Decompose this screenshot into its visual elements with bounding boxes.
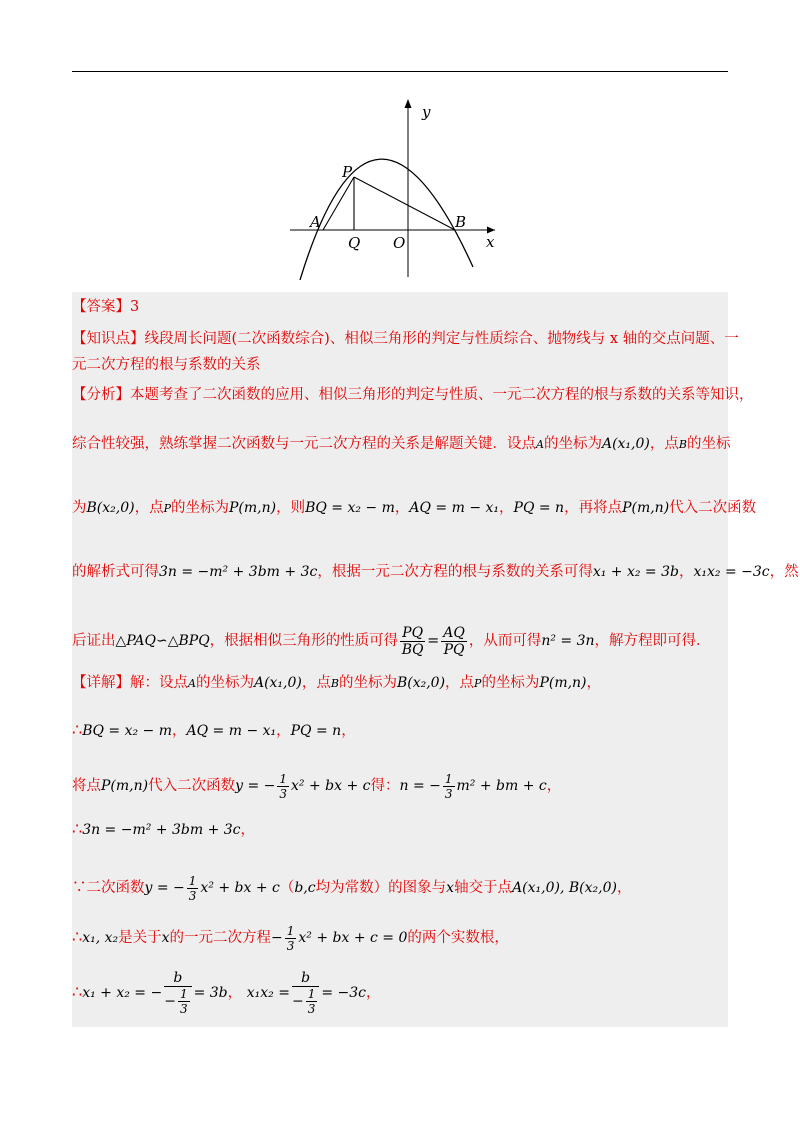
top-rule <box>72 71 728 72</box>
math-y-eq-pre: y = − <box>144 880 185 896</box>
math-prod-post: = −3c <box>321 985 366 1001</box>
analysis-text-3c: 的坐标为 <box>170 500 229 516</box>
math-a-coord: A(x₁,0) <box>253 675 302 691</box>
parabola-figure <box>290 95 505 280</box>
fraction-num: 1 <box>444 771 453 786</box>
comma: ， <box>499 500 514 516</box>
math-sum-pre: x₁ + x₂ = − <box>82 985 163 1001</box>
math-sum-post: = 3b <box>193 985 228 1001</box>
math-y-eq-pre: y = − <box>235 778 276 794</box>
math-point-b: B <box>678 438 687 451</box>
math-n-eq-post: m² + bm + c <box>456 778 547 794</box>
math-prod: x₁x₂ = −3c <box>693 564 770 580</box>
analysis-text-5a: 后证出 <box>72 633 116 649</box>
fraction-one-third <box>277 772 289 801</box>
fraction-b-over-neg-third <box>292 970 319 1016</box>
analysis-tag: 【分析】 <box>72 387 130 403</box>
detail-text-3b: 代入二次函数 <box>148 778 236 794</box>
math-sum: x₁ + x₂ = 3b <box>592 564 679 580</box>
math-n-squared: n² = 3n <box>541 633 595 649</box>
fraction-den: 3 <box>279 786 288 801</box>
label-o: O <box>393 234 406 252</box>
math-aq: AQ = m − x₁ <box>186 723 277 739</box>
analysis-text-4b: ，根据一元二次方程的根与系数的关系可得 <box>317 564 593 580</box>
detail-tag: 【详解】 <box>72 675 130 691</box>
label-y: y <box>422 103 431 121</box>
fraction-den: 3 <box>444 786 453 801</box>
math-a-coord: A(x₁,0) <box>601 436 650 452</box>
fraction-den: 3 <box>188 888 197 903</box>
detail-text-6d: 的两个实数根， <box>407 930 509 946</box>
therefore-symbol: ∴ <box>72 720 83 739</box>
analysis-text-2b: 的坐标为 <box>543 436 602 452</box>
fraction-one-third <box>285 924 297 953</box>
analysis-text-3e: ，再将点 <box>564 500 623 516</box>
fraction-aq-pq <box>441 625 467 658</box>
analysis-text-5c: ，从而可得 <box>468 633 542 649</box>
fraction-num: PQ <box>402 624 424 641</box>
math-point-p: P <box>163 502 171 515</box>
segment-pb <box>354 177 455 230</box>
detail-text-1f: 的坐标为 <box>481 675 540 691</box>
fraction-den: 3 <box>286 938 295 953</box>
math-bq: BQ = x₂ − m <box>305 500 395 516</box>
math-n-eq-pre: n = − <box>399 778 441 794</box>
detail-text-3a: 将点 <box>72 778 101 794</box>
math-b-coord: B(x₂,0) <box>396 675 446 691</box>
math-aq: AQ = m − x₁ <box>409 500 500 516</box>
math-p-coord: P(m,n) <box>101 778 149 794</box>
knowledge-line-2 <box>72 355 261 375</box>
math-eq0-post: x² + bx + c = 0 <box>298 930 408 946</box>
knowledge-tag: 【知识点】 <box>72 331 145 347</box>
solution-block <box>72 292 799 1027</box>
fraction-num: b <box>164 970 191 987</box>
fraction-num: 1 <box>307 987 316 1001</box>
analysis-line-2 <box>72 434 730 455</box>
label-x: x <box>486 233 495 251</box>
fraction-den <box>164 987 191 1016</box>
analysis-text-2d: 的坐标 <box>686 436 731 452</box>
minus-sign: − <box>291 993 304 1010</box>
math-bq: BQ = x₂ − m <box>82 723 172 739</box>
comma: ， <box>276 723 291 739</box>
comma: ， <box>366 985 381 1001</box>
therefore-symbol: ∴ <box>72 819 83 838</box>
label-a: A <box>310 213 321 231</box>
fraction-one-third <box>187 874 199 903</box>
detail-line-4 <box>72 819 255 840</box>
fraction-den: 3 <box>179 1002 188 1016</box>
fraction-one-third <box>178 987 190 1016</box>
analysis-text-4c: ，然 <box>769 564 799 580</box>
math-prod-pre: x₁x₂ = <box>246 985 290 1001</box>
detail-line-1 <box>72 673 601 694</box>
minus-sign: − <box>164 993 176 1010</box>
analysis-text-4a: 的解析式可得 <box>72 564 159 580</box>
analysis-text-3b: ，点 <box>134 500 164 516</box>
detail-line-5 <box>72 870 631 906</box>
detail-line-7 <box>72 964 381 1021</box>
math-eq-3n: 3n = −m² + 3bm + 3c <box>159 564 318 580</box>
knowledge-line-1 <box>72 329 739 349</box>
math-similar: △PAQ∽△BPQ <box>115 633 210 649</box>
analysis-line-4 <box>72 562 799 582</box>
comma: ， <box>546 778 562 794</box>
fraction-pq-bq <box>400 625 425 658</box>
fraction-num: 1 <box>279 771 288 786</box>
math-eq-3n: 3n = −m² + 3bm + 3c <box>82 822 241 838</box>
fraction-den: PQ <box>443 641 465 658</box>
therefore-symbol: ∴ <box>72 927 83 946</box>
analysis-text-2a: 综合性较强，熟练掌握二次函数与一元二次方程的关系是解题关键．设点 <box>72 436 536 452</box>
answer-line <box>72 297 139 317</box>
y-axis-arrow <box>405 99 412 108</box>
fraction-num: 1 <box>179 987 188 1001</box>
analysis-text-5b: ，根据相似三角形的性质可得 <box>209 633 399 649</box>
math-x: x <box>161 930 170 946</box>
detail-line-2 <box>72 720 356 741</box>
knowledge-text-1: 线段周长问题(二次函数综合)、相似三角形的判定与性质综合、抛物线与 x 轴的交点问题、一 <box>144 331 739 347</box>
comma: ， <box>678 564 694 580</box>
math-p-coord: P(m,n) <box>622 500 670 516</box>
math-b-coord: B(x₂,0) <box>86 500 135 516</box>
detail-text-1a: 解：设点 <box>130 675 188 691</box>
label-q: Q <box>348 234 361 252</box>
detail-text-1b: 的坐标为 <box>195 675 254 691</box>
math-y-eq-post: x² + bx + c <box>200 880 280 896</box>
parabola-svg <box>290 95 505 280</box>
analysis-text-3a: 为 <box>72 500 87 516</box>
fraction-num: 1 <box>188 873 197 888</box>
fraction-den: BQ <box>401 641 424 658</box>
math-point-a: A <box>536 438 544 451</box>
detail-text-1c: ，点 <box>301 675 331 691</box>
math-pq: PQ = n <box>513 500 565 516</box>
detail-text-6b: 是关于 <box>118 930 162 946</box>
comma: ， <box>227 985 243 1001</box>
detail-text-5c: 均为常数）的图象与 <box>315 880 447 896</box>
segment-pa <box>323 177 354 230</box>
math-y-eq-post: x² + bx + c <box>291 778 371 794</box>
analysis-text-3f: 代入二次函数 <box>669 500 757 516</box>
fraction-den <box>292 987 319 1016</box>
analysis-text-3d: ，则 <box>276 500 306 516</box>
math-p-coord: P(m,n) <box>228 500 277 516</box>
analysis-text-5d: ，解方程即可得． <box>594 633 711 649</box>
math-pq: PQ = n <box>290 723 342 739</box>
detail-text-6c: 的一元二次方程 <box>169 930 272 946</box>
detail-text-5b: （ <box>279 880 295 896</box>
fraction-one-third <box>306 987 318 1016</box>
math-ab-points: A(x₁,0), B(x₂,0) <box>512 880 617 896</box>
detail-text-5d: 轴交于点 <box>454 880 513 896</box>
math-bc: b,c <box>294 880 316 896</box>
detail-text-3c: 得： <box>370 778 400 794</box>
detail-text-1d: 的坐标为 <box>338 675 397 691</box>
label-p: P <box>342 163 353 181</box>
comma: ， <box>341 723 356 739</box>
detail-text-1e: ，点 <box>445 675 475 691</box>
math-p-coord: P(m,n) <box>539 675 587 691</box>
math-eq0-pre: − <box>271 930 283 946</box>
comma: ， <box>394 500 410 516</box>
math-point-b: B <box>330 677 339 690</box>
parabola-curve <box>300 159 473 280</box>
fraction-den: 3 <box>307 1002 316 1016</box>
analysis-line-5: 后证出△PAQ∽△BPQ，根据相似三角形的性质可得 $\frac{PQ}{BQ}$ = $\frac{AQ}{PQ}$ ，从而可得n² = 3n，解方程即可得． <box>72 624 711 658</box>
detail-line-6 <box>72 919 509 956</box>
detail-text-5a: ∵二次函数 <box>72 880 145 896</box>
therefore-symbol: ∴ <box>72 982 83 1001</box>
math-x1-x2: x₁, x₂ <box>82 930 119 946</box>
analysis-line-1 <box>72 385 754 405</box>
fraction-one-third <box>443 772 455 801</box>
analysis-line-3 <box>72 498 756 519</box>
answer-value: 3 <box>130 299 140 315</box>
fraction-num: AQ <box>443 624 465 641</box>
comma: ， <box>616 880 632 896</box>
label-b: B <box>455 213 467 231</box>
comma: ， <box>172 723 187 739</box>
comma: ， <box>240 822 256 838</box>
comma: ， <box>586 675 602 691</box>
analysis-text-1: 本题考查了二次函数的应用、相似三角形的判定与性质、一元二次方程的根与系数的关系等知识， <box>130 387 754 403</box>
answer-tag: 【答案】 <box>72 299 130 315</box>
math-point-p: P <box>474 677 482 690</box>
fraction-num: b <box>292 970 319 987</box>
math-point-a: A <box>188 677 196 690</box>
math-x: x <box>446 880 455 896</box>
detail-line-3 <box>72 768 561 804</box>
fraction-b-over-neg-third <box>164 970 191 1016</box>
analysis-text-2c: ，点 <box>649 436 679 452</box>
fraction-num: 1 <box>286 923 295 938</box>
knowledge-text-2: 元二次方程的根与系数的关系 <box>72 357 261 373</box>
